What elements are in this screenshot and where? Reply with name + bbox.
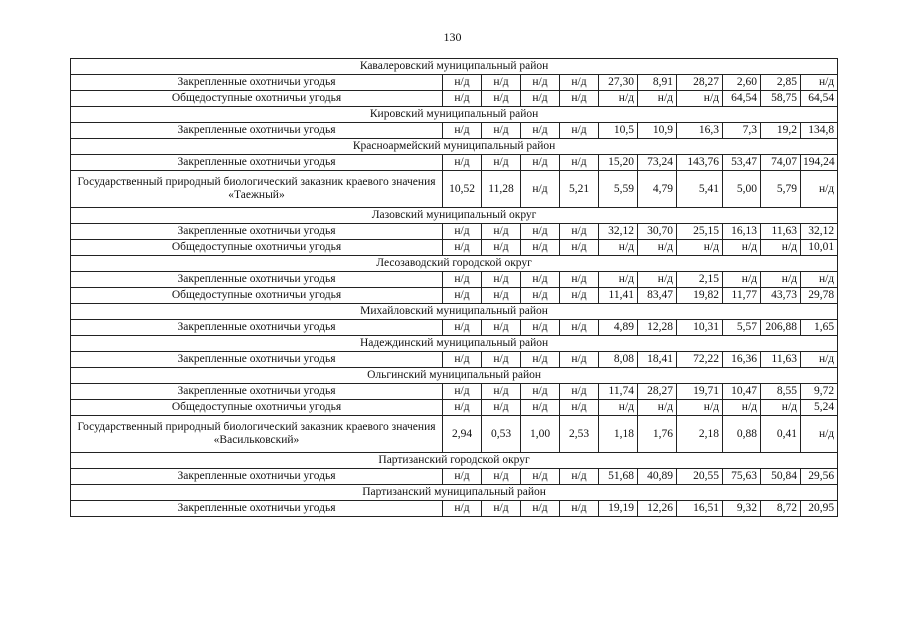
value-cell: н/д [560,320,599,336]
value-cell: н/д [599,400,638,416]
value-cell: 5,00 [723,171,761,208]
value-cell: 19,19 [599,501,638,517]
value-cell: н/д [482,75,521,91]
value-cell: 19,71 [677,384,723,400]
value-cell: 29,56 [801,469,838,485]
value-cell: 206,88 [761,320,801,336]
value-cell: 1,76 [638,416,677,453]
value-cell: н/д [638,272,677,288]
value-cell: н/д [521,352,560,368]
value-cell: 2,15 [677,272,723,288]
value-cell: 10,47 [723,384,761,400]
value-cell: н/д [521,469,560,485]
table-row [71,400,838,416]
value-cell: н/д [482,288,521,304]
section-title: Лазовский муниципальный округ [71,208,838,224]
value-cell: 0,88 [723,416,761,453]
value-cell: н/д [443,272,482,288]
value-cell: 5,79 [761,171,801,208]
value-cell: н/д [638,91,677,107]
section-title: Лесозаводский городской округ [71,256,838,272]
value-cell: 20,55 [677,469,723,485]
value-cell: 8,91 [638,75,677,91]
value-cell: 10,5 [599,123,638,139]
value-cell: н/д [560,91,599,107]
row-label: Государственный природный биологический заказник краевого значения «Васильковский» [71,416,443,453]
section-title: Михайловский муниципальный район [71,304,838,320]
value-cell: 134,8 [801,123,838,139]
value-cell: н/д [801,171,838,208]
value-cell: н/д [521,155,560,171]
value-cell: н/д [761,400,801,416]
value-cell: 8,08 [599,352,638,368]
value-cell: 74,07 [761,155,801,171]
value-cell: н/д [761,272,801,288]
page-number: 130 [443,30,462,44]
value-cell: н/д [560,240,599,256]
section-title: Ольгинский муниципальный район [71,368,838,384]
value-cell: 16,36 [723,352,761,368]
value-cell: н/д [638,400,677,416]
value-cell: 2,18 [677,416,723,453]
value-cell: 5,24 [801,400,838,416]
value-cell: 27,30 [599,75,638,91]
value-cell: 9,32 [723,501,761,517]
value-cell: н/д [482,224,521,240]
value-cell: 11,41 [599,288,638,304]
value-cell: 50,84 [761,469,801,485]
section-title: Кавалеровский муниципальный район [71,59,838,75]
value-cell: н/д [521,240,560,256]
value-cell: н/д [482,469,521,485]
value-cell: 1,65 [801,320,838,336]
value-cell: 194,24 [801,155,838,171]
value-cell: н/д [443,501,482,517]
value-cell: н/д [443,384,482,400]
value-cell: н/д [521,171,560,208]
table-row [71,240,838,256]
section-header-row [71,208,838,224]
row-label: Общедоступные охотничьи угодья [71,240,443,256]
value-cell: н/д [560,75,599,91]
value-cell: 19,2 [761,123,801,139]
value-cell: н/д [761,240,801,256]
value-cell: 40,89 [638,469,677,485]
section-title: Кировский муниципальный район [71,107,838,123]
value-cell: 43,73 [761,288,801,304]
row-label: Государственный природный биологический заказник краевого значения «Таежный» [71,171,443,208]
table-row [71,155,838,171]
table-row [71,171,838,208]
value-cell: н/д [521,288,560,304]
row-label: Закрепленные охотничьи угодья [71,469,443,485]
row-label: Общедоступные охотничьи угодья [71,288,443,304]
value-cell: н/д [599,240,638,256]
row-label: Закрепленные охотничьи угодья [71,123,443,139]
table-row [71,91,838,107]
table-row [71,123,838,139]
value-cell: 2,85 [761,75,801,91]
value-cell: н/д [560,123,599,139]
value-cell: н/д [560,155,599,171]
value-cell: н/д [560,272,599,288]
value-cell: 0,53 [482,416,521,453]
value-cell: н/д [801,416,838,453]
section-header-row [71,59,838,75]
value-cell: 75,63 [723,469,761,485]
value-cell: 73,24 [638,155,677,171]
value-cell: 2,94 [443,416,482,453]
value-cell: н/д [482,123,521,139]
row-label: Закрепленные охотничьи угодья [71,320,443,336]
value-cell: н/д [560,352,599,368]
section-title: Партизанский городской округ [71,453,838,469]
value-cell: 11,28 [482,171,521,208]
value-cell: 4,79 [638,171,677,208]
value-cell: 5,57 [723,320,761,336]
value-cell: н/д [599,272,638,288]
value-cell: н/д [443,240,482,256]
row-label: Закрепленные охотничьи угодья [71,384,443,400]
value-cell: 10,52 [443,171,482,208]
value-cell: 5,21 [560,171,599,208]
row-label: Общедоступные охотничьи угодья [71,400,443,416]
table-row [71,416,838,453]
value-cell: н/д [443,123,482,139]
value-cell: н/д [521,91,560,107]
section-header-row [71,453,838,469]
value-cell: н/д [482,320,521,336]
section-header-row [71,139,838,155]
value-cell: 143,76 [677,155,723,171]
value-cell: 7,3 [723,123,761,139]
value-cell: 83,47 [638,288,677,304]
section-header-row [71,107,838,123]
value-cell: 2,60 [723,75,761,91]
value-cell: 72,22 [677,352,723,368]
value-cell: 58,75 [761,91,801,107]
value-cell: н/д [521,75,560,91]
value-cell: н/д [443,320,482,336]
value-cell: н/д [723,240,761,256]
value-cell: 15,20 [599,155,638,171]
table-row [71,272,838,288]
section-title: Партизанский муниципальный район [71,485,838,501]
value-cell: 1,18 [599,416,638,453]
table-row [71,224,838,240]
table-row [71,469,838,485]
value-cell: н/д [521,400,560,416]
value-cell: н/д [801,272,838,288]
value-cell: н/д [599,91,638,107]
value-cell: н/д [560,288,599,304]
value-cell: н/д [677,240,723,256]
value-cell: 53,47 [723,155,761,171]
value-cell: н/д [443,352,482,368]
value-cell: н/д [560,224,599,240]
value-cell: 11,63 [761,224,801,240]
section-title: Надеждинский муниципальный район [71,336,838,352]
row-label: Закрепленные охотничьи угодья [71,75,443,91]
section-header-row [71,256,838,272]
value-cell: н/д [482,272,521,288]
value-cell: 8,72 [761,501,801,517]
section-header-row [71,304,838,320]
row-label: Закрепленные охотничьи угодья [71,352,443,368]
value-cell: 0,41 [761,416,801,453]
value-cell: н/д [482,240,521,256]
table-row [71,288,838,304]
value-cell: н/д [443,400,482,416]
value-cell: 51,68 [599,469,638,485]
value-cell: н/д [801,75,838,91]
value-cell: н/д [482,91,521,107]
value-cell: 16,51 [677,501,723,517]
section-header-row [71,485,838,501]
section-header-row [71,368,838,384]
value-cell: 16,3 [677,123,723,139]
value-cell: н/д [482,400,521,416]
value-cell: 1,00 [521,416,560,453]
value-cell: н/д [560,501,599,517]
table-row [71,501,838,517]
value-cell: 64,54 [801,91,838,107]
data-table [70,58,838,517]
value-cell: н/д [482,352,521,368]
value-cell: н/д [443,75,482,91]
row-label: Закрепленные охотничьи угодья [71,272,443,288]
value-cell: 10,9 [638,123,677,139]
value-cell: н/д [482,155,521,171]
value-cell: н/д [638,240,677,256]
value-cell: 64,54 [723,91,761,107]
value-cell: 11,74 [599,384,638,400]
value-cell: 2,53 [560,416,599,453]
value-cell: н/д [560,384,599,400]
value-cell: н/д [677,91,723,107]
value-cell: 28,27 [677,75,723,91]
value-cell: 4,89 [599,320,638,336]
value-cell: н/д [443,224,482,240]
value-cell: н/д [677,400,723,416]
value-cell: 8,55 [761,384,801,400]
value-cell: н/д [482,501,521,517]
value-cell: 10,01 [801,240,838,256]
value-cell: н/д [521,501,560,517]
value-cell: н/д [521,123,560,139]
value-cell: 16,13 [723,224,761,240]
row-label: Общедоступные охотничьи угодья [71,91,443,107]
value-cell: 32,12 [801,224,838,240]
value-cell: 5,41 [677,171,723,208]
value-cell: н/д [560,400,599,416]
row-label: Закрепленные охотничьи угодья [71,155,443,171]
table-row [71,75,838,91]
value-cell: 20,95 [801,501,838,517]
section-title: Красноармейский муниципальный район [71,139,838,155]
value-cell: 19,82 [677,288,723,304]
value-cell: 25,15 [677,224,723,240]
table-row [71,384,838,400]
value-cell: н/д [521,272,560,288]
row-label: Закрепленные охотничьи угодья [71,501,443,517]
value-cell: н/д [521,224,560,240]
table-row [71,320,838,336]
value-cell: н/д [723,272,761,288]
value-cell: н/д [443,155,482,171]
value-cell: 30,70 [638,224,677,240]
value-cell: 12,28 [638,320,677,336]
section-header-row [71,336,838,352]
value-cell: 32,12 [599,224,638,240]
value-cell: н/д [443,288,482,304]
value-cell: 12,26 [638,501,677,517]
value-cell: н/д [443,91,482,107]
value-cell: н/д [560,469,599,485]
value-cell: н/д [521,384,560,400]
row-label: Закрепленные охотничьи угодья [71,224,443,240]
value-cell: н/д [801,352,838,368]
value-cell: 10,31 [677,320,723,336]
table-body [71,59,838,517]
value-cell: 18,41 [638,352,677,368]
value-cell: 29,78 [801,288,838,304]
value-cell: 9,72 [801,384,838,400]
value-cell: н/д [723,400,761,416]
value-cell: н/д [521,320,560,336]
value-cell: н/д [482,384,521,400]
value-cell: 28,27 [638,384,677,400]
table-row [71,352,838,368]
value-cell: н/д [443,469,482,485]
value-cell: 5,59 [599,171,638,208]
value-cell: 11,77 [723,288,761,304]
value-cell: 11,63 [761,352,801,368]
